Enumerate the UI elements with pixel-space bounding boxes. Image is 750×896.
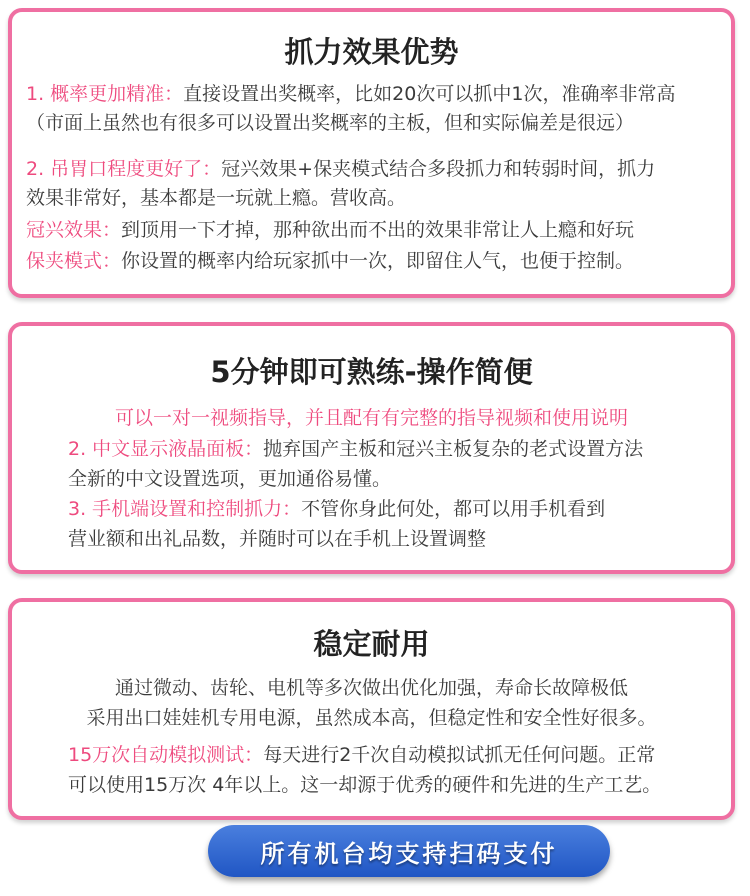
simulation-test-label: 15万次自动模拟测试： [68, 744, 264, 766]
durability-title: 稳定耐用 [313, 627, 430, 661]
guanxing-paragraph [26, 216, 723, 244]
easy-operation-card [8, 322, 735, 574]
keep-clip-label: 保夹模式： [26, 250, 122, 272]
precision-text: 直接设置出奖概率，比如20次可以抓中1次，准确率非常高 [183, 83, 676, 105]
mobile-control-paragraph [68, 495, 723, 523]
easy-operation-title: 5分钟即可熟练-操作简便 [210, 355, 533, 389]
simulation-test-paragraph [68, 741, 723, 769]
simulation-test-text: 每天进行2千次自动模拟试抓无任何问题。正常 [263, 744, 656, 766]
scan-to-pay-label: 所有机台均支持扫码支付 [260, 840, 558, 868]
grip-advantages-title: 抓力效果优势 [284, 35, 459, 69]
lcd-panel-paragraph [68, 435, 723, 463]
appetite-paragraph [26, 155, 723, 183]
precision-paragraph [26, 80, 723, 108]
durability-line2: 采用出口娃娃机专用电源，虽然成本高，但稳定性和安全性好很多。 [86, 707, 657, 729]
durability-line1: 通过微动、齿轮、电机等多次做出优化加强，寿命长故障极低 [114, 677, 628, 699]
appetite-label: 2. 吊胃口程度更好了： [26, 158, 222, 180]
keep-clip-paragraph [26, 247, 723, 275]
precision-note: （市面上虽然也有很多可以设置出奖概率的主板，但和实际偏差是很远） [26, 112, 635, 134]
mobile-control-label: 3. 手机端设置和控制抓力： [68, 498, 302, 520]
mobile-control-text: 不管你身此何处，都可以用手机看到 [301, 498, 606, 520]
guanxing-label: 冠兴效果： [26, 219, 122, 241]
video-guidance-intro: 可以一对一视频指导，并且配有有完整的指导视频和使用说明 [114, 407, 628, 429]
simulation-test-line2: 可以使用15万次 4年以上。这一却源于优秀的硬件和先进的生产工艺。 [68, 774, 662, 796]
guanxing-text: 到顶用一下才掉，那种欲出而不出的效果非常让人上瘾和好玩 [121, 219, 635, 241]
lcd-panel-label: 2. 中文显示液晶面板： [68, 438, 264, 460]
grip-advantages-card [8, 8, 735, 298]
mobile-control-line2: 营业额和出礼品数，并随时可以在手机上设置调整 [68, 528, 487, 550]
precision-label: 1. 概率更加精准： [26, 83, 184, 105]
scan-to-pay-banner[interactable] [208, 825, 610, 877]
durability-card [8, 598, 735, 820]
appetite-text: 冠兴效果+保夹模式结合多段抓力和转弱时间，抓力 [221, 158, 656, 180]
lcd-panel-line2: 全新的中文设置选项，更加通俗易懂。 [68, 468, 392, 490]
appetite-line2: 效果非常好，基本都是一玩就上瘾。营收高。 [26, 187, 407, 209]
keep-clip-text: 你设置的概率内给玩家抓中一次，即留住人气，也便于控制。 [121, 250, 635, 272]
lcd-panel-text: 抛弃国产主板和冠兴主板复杂的老式设置方法 [263, 438, 644, 460]
